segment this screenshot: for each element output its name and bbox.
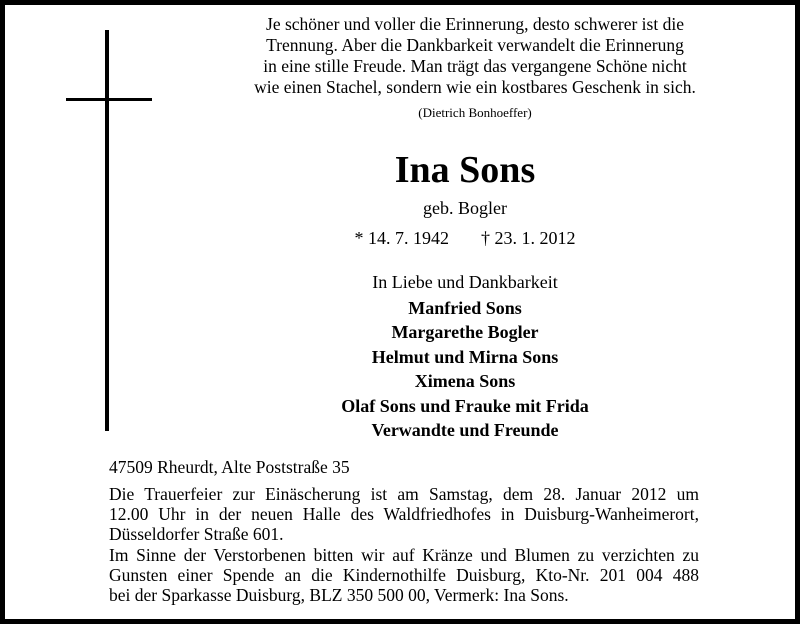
life-dates <box>265 227 665 249</box>
death-date: † 23. 1. 2012 <box>481 228 576 248</box>
dedication: In Liebe und Dankbarkeit <box>372 272 558 292</box>
mourner-name: Manfried Sons <box>408 298 522 318</box>
mourner-name: Helmut und Mirna Sons <box>371 346 559 367</box>
mourners-list <box>265 296 665 442</box>
quote-line: in eine stille Freude. Man trägt das vergangene Schöne nicht <box>263 56 687 76</box>
quote-line: Trennung. Aber die Dankbarkeit verwandelt die Erinnerung <box>266 35 684 55</box>
family-address: 47509 Rheurdt, Alte Poststraße 35 <box>109 457 350 477</box>
funeral-info-line: Düsseldorfer Straße 601. <box>109 524 284 545</box>
maiden-name: geb. Bogler <box>423 198 507 218</box>
quote-author: (Dietrich Bonhoeffer) <box>418 105 532 120</box>
funeral-info-line: bei der Sparkasse Duisburg, BLZ 350 500 00, Vermerk: Ina Sons. <box>109 585 569 606</box>
mourner-name: Margarethe Bogler <box>391 322 539 343</box>
funeral-info-line: 12.00 Uhr in der neuen Halle des Waldfriedhofes in Duisburg-Wanheimerort, <box>109 504 699 525</box>
cross-icon-crossbar <box>66 98 152 101</box>
quote-line: wie einen Stachel, sondern wie ein kostbares Geschenk in sich. <box>254 77 696 97</box>
mourner-name: Ximena Sons <box>414 371 516 392</box>
funeral-info-line: Gunsten einer Spende an die Kindernothilfe Duisburg, Kto-Nr. 201 004 488 <box>109 564 699 585</box>
funeral-info-line: Die Trauerfeier zur Einäscherung ist am Samstag, dem 28. Januar 2012 um <box>109 484 699 504</box>
funeral-info-line: Im Sinne der Verstorbenen bitten wir auf Kränze und Blumen zu verzichten zu <box>109 544 699 565</box>
deceased-name: Ina Sons <box>394 149 536 191</box>
cross-icon <box>105 30 109 431</box>
birth-date: * 14. 7. 1942 <box>354 228 449 248</box>
memorial-quote <box>195 14 755 98</box>
mourner-name: Verwandte und Freunde <box>371 420 559 441</box>
mourner-name: Olaf Sons und Frauke mit Frida <box>341 395 589 416</box>
quote-line: Je schöner und voller die Erinnerung, desto schwerer ist die <box>266 14 684 34</box>
funeral-information <box>109 484 699 605</box>
